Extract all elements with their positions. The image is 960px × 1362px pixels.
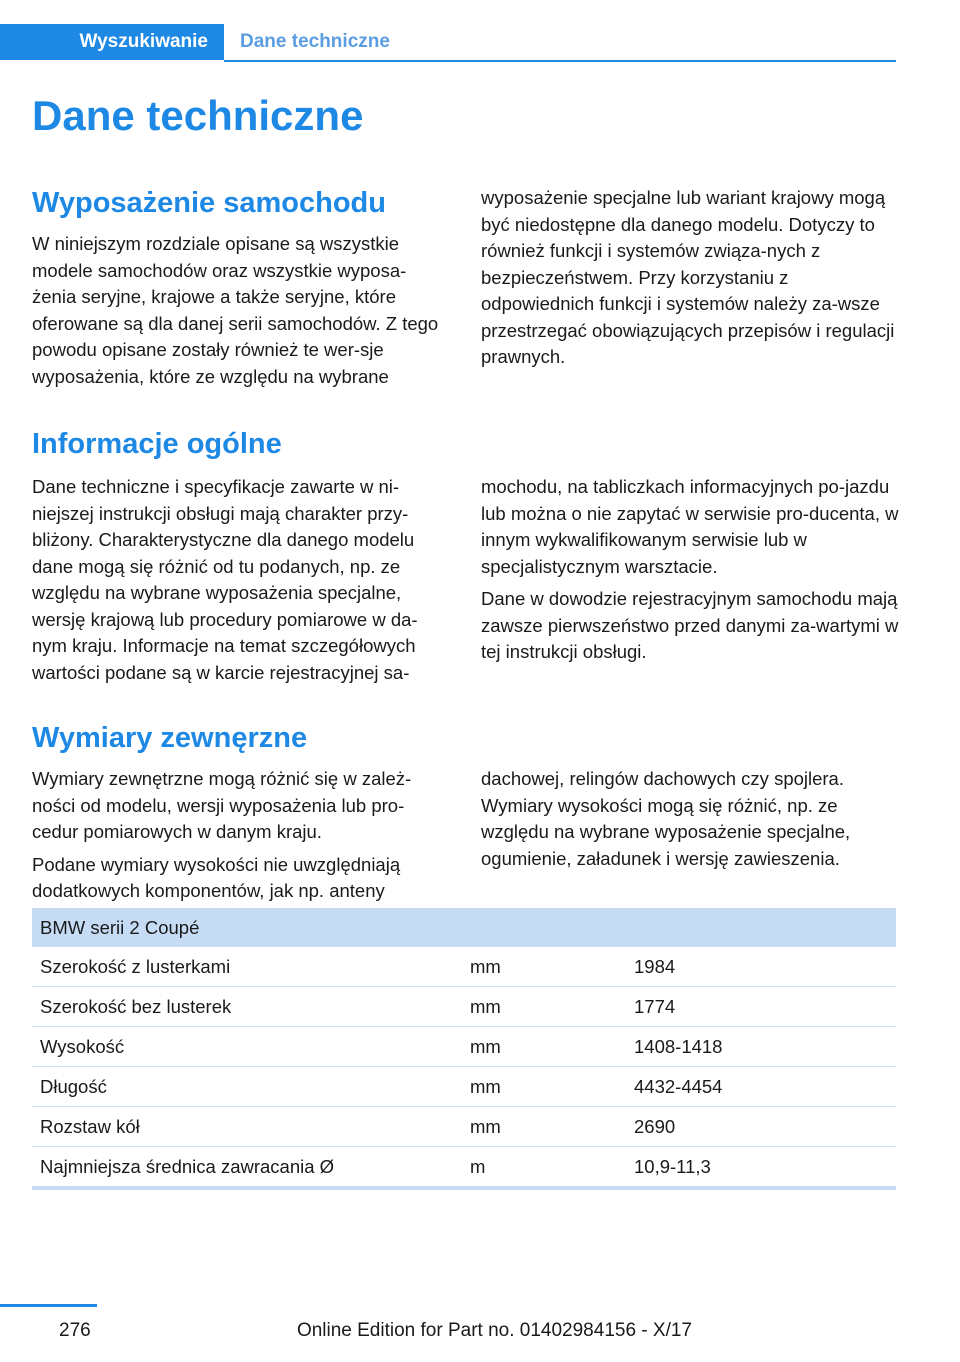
section-dimensions-left [32,766,450,911]
paragraph: dachowej, relingów dachowych czy spojlera. Wymiary wysokości mogą się różnić, np. ze względu na wybrane wyposażenie specjalne, ogumienie, załadunek i wersję zawieszenia. [481,768,851,869]
table-row [32,1027,896,1067]
row-unit: m [462,1147,626,1189]
row-value: 1774 [626,987,896,1027]
section-heading-general: Informacje ogólne [32,428,282,460]
header-divider [224,60,896,62]
tab-search[interactable]: Wyszukiwanie [0,24,224,60]
section-equipment-right [481,185,899,377]
paragraph: mochodu, na tabliczkach informacyjnych po‐jazdu lub można o nie zapytać w serwisie pro‐ducenta, w innym wykwalifikowanym serwisie lub w specjalistycznym warsztacie. [481,476,899,577]
row-unit: mm [462,1107,626,1147]
table-row [32,947,896,987]
edition-note: Online Edition for Part no. 01402984156 - X/17 [296,1320,692,1341]
row-label: Szerokość z lusterkami [32,947,462,987]
section-equipment-left [32,231,450,396]
row-unit: mm [462,947,626,987]
section-dimensions-right [481,766,899,878]
table-row [32,987,896,1027]
tab-technical-data[interactable]: Dane techniczne [240,31,390,52]
section-general-left [32,474,450,692]
paragraph: W niniejszym rozdziale opisane są wszystkie modele samochodów oraz wszystkie wyposa‐żenia seryjne, krajowe a także seryjne, które oferowane są dla danej serii samochodów. Z tego powodu opisane zostały również te wer‐sje wyposażenia, które ze względu na wybrane [32,233,439,387]
row-value: 10,9-11,3 [626,1147,896,1189]
page-number: 276 [59,1320,91,1341]
row-value: 1984 [626,947,896,987]
page-title: Dane techniczne [32,92,364,139]
section-heading-equipment: Wyposażenie samochodu [32,187,386,219]
row-unit: mm [462,1027,626,1067]
row-value: 1408-1418 [626,1027,896,1067]
header-bar [0,24,896,64]
row-label: Wysokość [32,1027,462,1067]
row-value: 2690 [626,1107,896,1147]
row-value: 4432-4454 [626,1067,896,1107]
row-unit: mm [462,987,626,1027]
row-label: Długość [32,1067,462,1107]
dimensions-table [32,908,896,1190]
table-header-cell: BMW serii 2 Coupé [32,908,896,947]
row-unit: mm [462,1067,626,1107]
table-row [32,1147,896,1189]
paragraph: Dane techniczne i specyfikacje zawarte w ni‐niejszej instrukcji obsługi mają charakter przy‐bliżony. Charakterystyczne dla danego modelu dane mogą się różnić od tu podanych, np. ze względu na wybrane wyposażenia specjalne, wersję krajową lub procedury pomiarowe w da‐nym kraju. Informacje na temat szczegółowych wartości podane są w karcie rejestracyjnej sa‐ [32,476,418,683]
table-header-row [32,908,896,947]
section-heading-dimensions: Wymiary zewnęrzne [32,722,308,754]
paragraph: Dane w dowodzie rejestracyjnym samochodu mają zawsze pierwszeństwo przed danymi za‐wartymi w tej instrukcji obsługi. [481,588,899,662]
paragraph: Wymiary zewnętrzne mogą różnić się w zależ‐ności od modelu, wersji wyposażenia lub pro‐cedur pomiarowych w danym kraju. [32,768,412,842]
paragraph: Podane wymiary wysokości nie uwzględniają dodatkowych komponentów, jak np. anteny [32,853,401,901]
table-row [32,1107,896,1147]
footer-divider [0,1304,97,1307]
paragraph: wyposażenie specjalne lub wariant krajowy mogą być niedostępne dla danego modelu. Dotyczy to również funkcji i systemów związa‐nych z bezpieczeństwem. Przy korzystaniu z odpowiednich funkcji i systemów należy za‐wsze przestrzegać obowiązujących przepisów i regulacji prawnych. [481,187,895,367]
table-row [32,1067,896,1107]
section-general-right [481,474,899,672]
row-label: Rozstaw kół [32,1107,462,1147]
row-label: Szerokość bez lusterek [32,987,462,1027]
row-label: Najmniejsza średnica zawracania Ø [32,1147,462,1189]
